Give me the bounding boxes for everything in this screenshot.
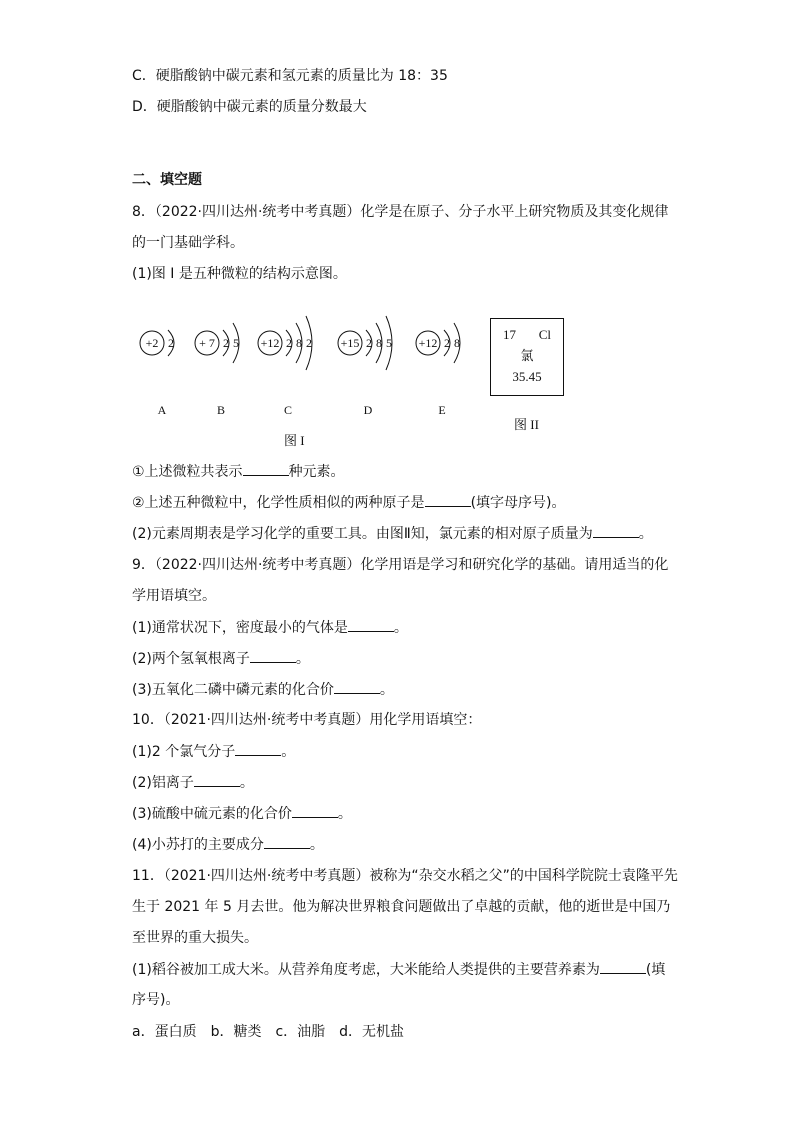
nucleus-charge: + 7 [199,336,215,350]
electron-count: 2 [444,336,450,350]
electron-count: 5 [386,336,392,350]
q11-stem-line2: 生于 2021 年 5 月去世。他为解决世界粮食问题做出了卓越的贡献，他的逝世是中国乃 [132,899,671,915]
q11-part1 [132,959,665,980]
q9-item-3-text: (3)五氧化二磷中磷元素的化合价 [132,682,334,698]
option-d: D．硬脂酸钠中碳元素的质量分数最大 [132,99,367,115]
electron-count: 2 [286,336,292,350]
q8-part2-tail: 。 [638,526,653,542]
electron-count: 2 [168,336,174,350]
nucleus-charge: +12 [418,336,438,350]
atom-e [416,323,460,417]
q9-item-1-tail: 。 [393,620,408,636]
atomic-mass: 35.45 [512,369,542,384]
q10-item-1-text: (1)2 个氯气分子 [132,744,236,760]
answer-blank[interactable] [250,648,296,663]
atom-d [338,316,392,417]
element-symbol: Cl [538,327,551,342]
atom-c [258,316,312,417]
q9-item-2-text: (2)两个氢氧根离子 [132,651,250,667]
q9-item-3-tail: 。 [379,682,394,698]
answer-blank[interactable] [348,617,394,632]
atom-label: C [283,403,293,417]
section-title: 二、填空题 [132,172,202,188]
q8-sub2-tail: (填字母序号)。 [470,495,566,511]
atom-label: B [216,403,226,417]
q9-item-3 [132,679,394,700]
atom-label: D [363,403,373,417]
q9-item-1-text: (1)通常状况下，密度最小的气体是 [132,620,348,636]
q8-sub1-text: ①上述微粒共表示 [132,464,243,480]
q11-part1-text: (1)稻谷被加工成大米。从营养角度考虑，大米能给人类提供的主要营养素为 [132,962,600,978]
q9-stem-line1: 9．（2022·四川达州·统考中考真题）化学用语是学习和研究化学的基础。请用适当的化 [132,557,669,573]
q8-part1: (1)图 I 是五种微粒的结构示意图。 [132,266,347,282]
q9-item-2 [132,648,310,669]
electron-count: 2 [306,336,312,350]
atom-a [140,330,174,417]
answer-blank[interactable] [593,523,639,538]
figure-2-caption: 图 II [514,417,539,432]
electron-count: 8 [454,336,460,350]
q10-stem: 10．（2021·四川达州·统考中考真题）用化学用语填空： [132,712,482,728]
atom-label: E [438,403,446,417]
nucleus-charge: +15 [340,336,360,350]
q9-item-2-tail: 。 [295,651,310,667]
answer-blank[interactable] [334,679,380,694]
q10-item-1 [132,741,295,762]
q11-stem-line3: 至世界的重大损失。 [132,930,258,946]
q9-item-1 [132,617,408,638]
atomic-structure-figure [132,310,572,455]
atom-label: A [157,403,167,417]
q8-sub1-tail: 种元素。 [288,464,345,480]
answer-blank[interactable] [194,772,240,787]
q10-item-4-tail: 。 [309,837,324,853]
atom-b [195,323,239,417]
periodic-table-cell [490,318,564,396]
electron-count: 2 [366,336,372,350]
q10-item-4-text: (4)小苏打的主要成分 [132,837,264,853]
nucleus-charge: +2 [145,336,159,350]
answer-blank[interactable] [292,803,338,818]
q8-sub2 [132,492,566,513]
electron-count: 2 [223,336,229,350]
electron-count: 8 [296,336,302,350]
element-name: 氯 [520,349,534,364]
electron-count: 5 [233,336,239,350]
q10-item-4 [132,834,324,855]
q8-sub2-text: ②上述五种微粒中，化学性质相似的两种原子是 [132,495,425,511]
q10-item-1-tail: 。 [281,744,296,760]
q11-choices: a．蛋白质 b．糖类 c．油脂 d．无机盐 [132,1024,405,1040]
q11-part1-line2: 序号)。 [132,992,180,1008]
answer-blank[interactable] [600,959,646,974]
answer-blank[interactable] [235,741,281,756]
q8-part2-text: (2)元素周期表是学习化学的重要工具。由图Ⅱ知，氯元素的相对原子质量为 [132,526,593,542]
q10-item-3-tail: 。 [337,806,352,822]
electron-count: 8 [376,336,382,350]
answer-blank[interactable] [425,492,471,507]
q10-item-3 [132,803,352,824]
q8-sub1 [132,461,345,482]
answer-blank[interactable] [264,834,310,849]
q10-item-2-tail: 。 [239,775,254,791]
q11-stem-line1: 11．（2021·四川达州·统考中考真题）被称为“杂交水稻之父”的中国科学院院士袁隆平先 [132,868,678,884]
q8-stem-line1: 8．（2022·四川达州·统考中考真题）化学是在原子、分子水平上研究物质及其变化规律 [132,204,669,220]
answer-blank[interactable] [243,461,289,476]
q8-part2 [132,523,653,544]
q9-stem-line2: 学用语填空。 [132,588,216,604]
nucleus-charge: +12 [260,336,280,350]
q10-item-2 [132,772,254,793]
q11-part1-tail: (填 [645,962,666,978]
q10-item-2-text: (2)铝离子 [132,775,194,791]
q10-item-3-text: (3)硫酸中硫元素的化合价 [132,806,292,822]
option-c: C．硬脂酸钠中碳元素和氢元素的质量比为 18：35 [132,68,448,84]
q8-stem-line2: 的一门基础学科。 [132,235,244,251]
atomic-number: 17 [503,327,516,342]
figure-1-caption: 图 I [284,433,305,448]
